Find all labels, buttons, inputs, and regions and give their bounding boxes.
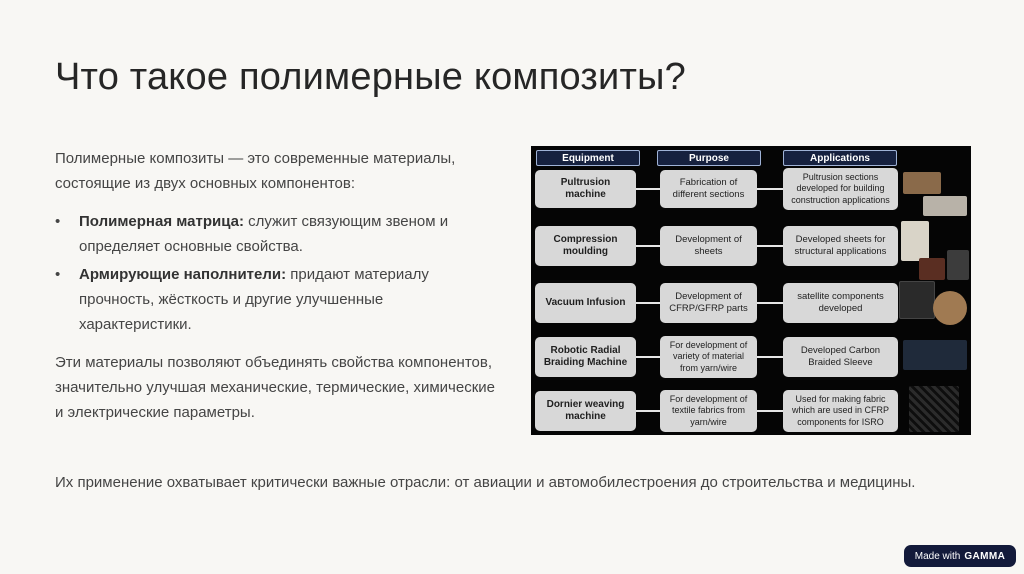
purpose-box: Fabrication of different sections xyxy=(660,170,757,208)
connector xyxy=(636,302,660,304)
text-column xyxy=(55,146,495,425)
bullet-text: придают материалу прочность, жёсткость и другие улучшенные характеристики. xyxy=(79,266,429,333)
equipment-box: Dornier weaving machine xyxy=(535,391,636,431)
application-box: Used for making fabric which are used in CFRP components for ISRO xyxy=(783,390,898,432)
purpose-box: For development of textile fabrics from yarn/wire xyxy=(660,390,757,432)
connector xyxy=(636,410,660,412)
badge-prefix: Made with xyxy=(914,550,961,562)
made-with-gamma-badge[interactable] xyxy=(904,545,1016,567)
connector xyxy=(757,302,783,304)
bullet-term: Полимерная матрица: xyxy=(79,213,244,230)
equipment-box: Robotic Radial Braiding Machine xyxy=(535,337,636,377)
purpose-box: Development of CFRP/GFRP parts xyxy=(660,283,757,323)
bullet-item xyxy=(55,209,495,259)
satellite-component-photo xyxy=(933,291,967,325)
connector xyxy=(757,410,783,412)
application-box: Developed sheets for structural applications xyxy=(783,226,898,266)
connector xyxy=(636,245,660,247)
application-box: Pultrusion sections developed for building construction applications xyxy=(783,168,898,210)
connector xyxy=(757,245,783,247)
structural-sheet-photo xyxy=(919,258,945,280)
header-equipment: Equipment xyxy=(536,150,640,166)
equipment-box: Vacuum Infusion xyxy=(535,283,636,323)
braided-sleeve-photo xyxy=(903,340,967,370)
application-box: satellite components developed xyxy=(783,283,898,323)
composites-equipment-figure xyxy=(531,146,971,435)
header-purpose: Purpose xyxy=(657,150,761,166)
gamma-logo: GAMMA xyxy=(964,550,1006,562)
bullet-term: Армирующие наполнители: xyxy=(79,266,287,283)
applications-summary: Их применение охватывает критически важные отрасли: от авиации и автомобилестроения до строительства и медицины. xyxy=(55,474,916,491)
structural-sheet-photo xyxy=(947,250,969,280)
pultrusion-sections-photo xyxy=(923,196,967,216)
application-box: Developed Carbon Braided Sleeve xyxy=(783,337,898,377)
connector xyxy=(636,188,660,190)
structural-sheet-photo xyxy=(901,221,929,261)
header-applications: Applications xyxy=(783,150,897,166)
bullet-text: служит связующим звеном и определяет основные свойства. xyxy=(79,213,449,255)
slide-title: Что такое полимерные композиты? xyxy=(55,56,686,98)
intro-paragraph: Полимерные композиты — это современные материалы, состоящие из двух основных компонентов: xyxy=(55,150,456,192)
connector xyxy=(757,356,783,358)
carbon-fabric-photo xyxy=(909,386,959,432)
purpose-box: Development of sheets xyxy=(660,226,757,266)
bullet-item xyxy=(55,262,495,337)
connector xyxy=(636,356,660,358)
purpose-box: For development of variety of material from yarn/wire xyxy=(660,336,757,378)
pultrusion-sections-photo xyxy=(903,172,941,194)
properties-paragraph: Эти материалы позволяют объединять свойства компонентов, значительно улучшая механические, термические, химические и электрические параметры. xyxy=(55,354,495,421)
connector xyxy=(757,188,783,190)
bullet-list xyxy=(55,209,495,337)
equipment-box: Compression moulding xyxy=(535,226,636,266)
satellite-component-photo xyxy=(899,281,935,319)
equipment-box: Pultrusion machine xyxy=(535,170,636,208)
